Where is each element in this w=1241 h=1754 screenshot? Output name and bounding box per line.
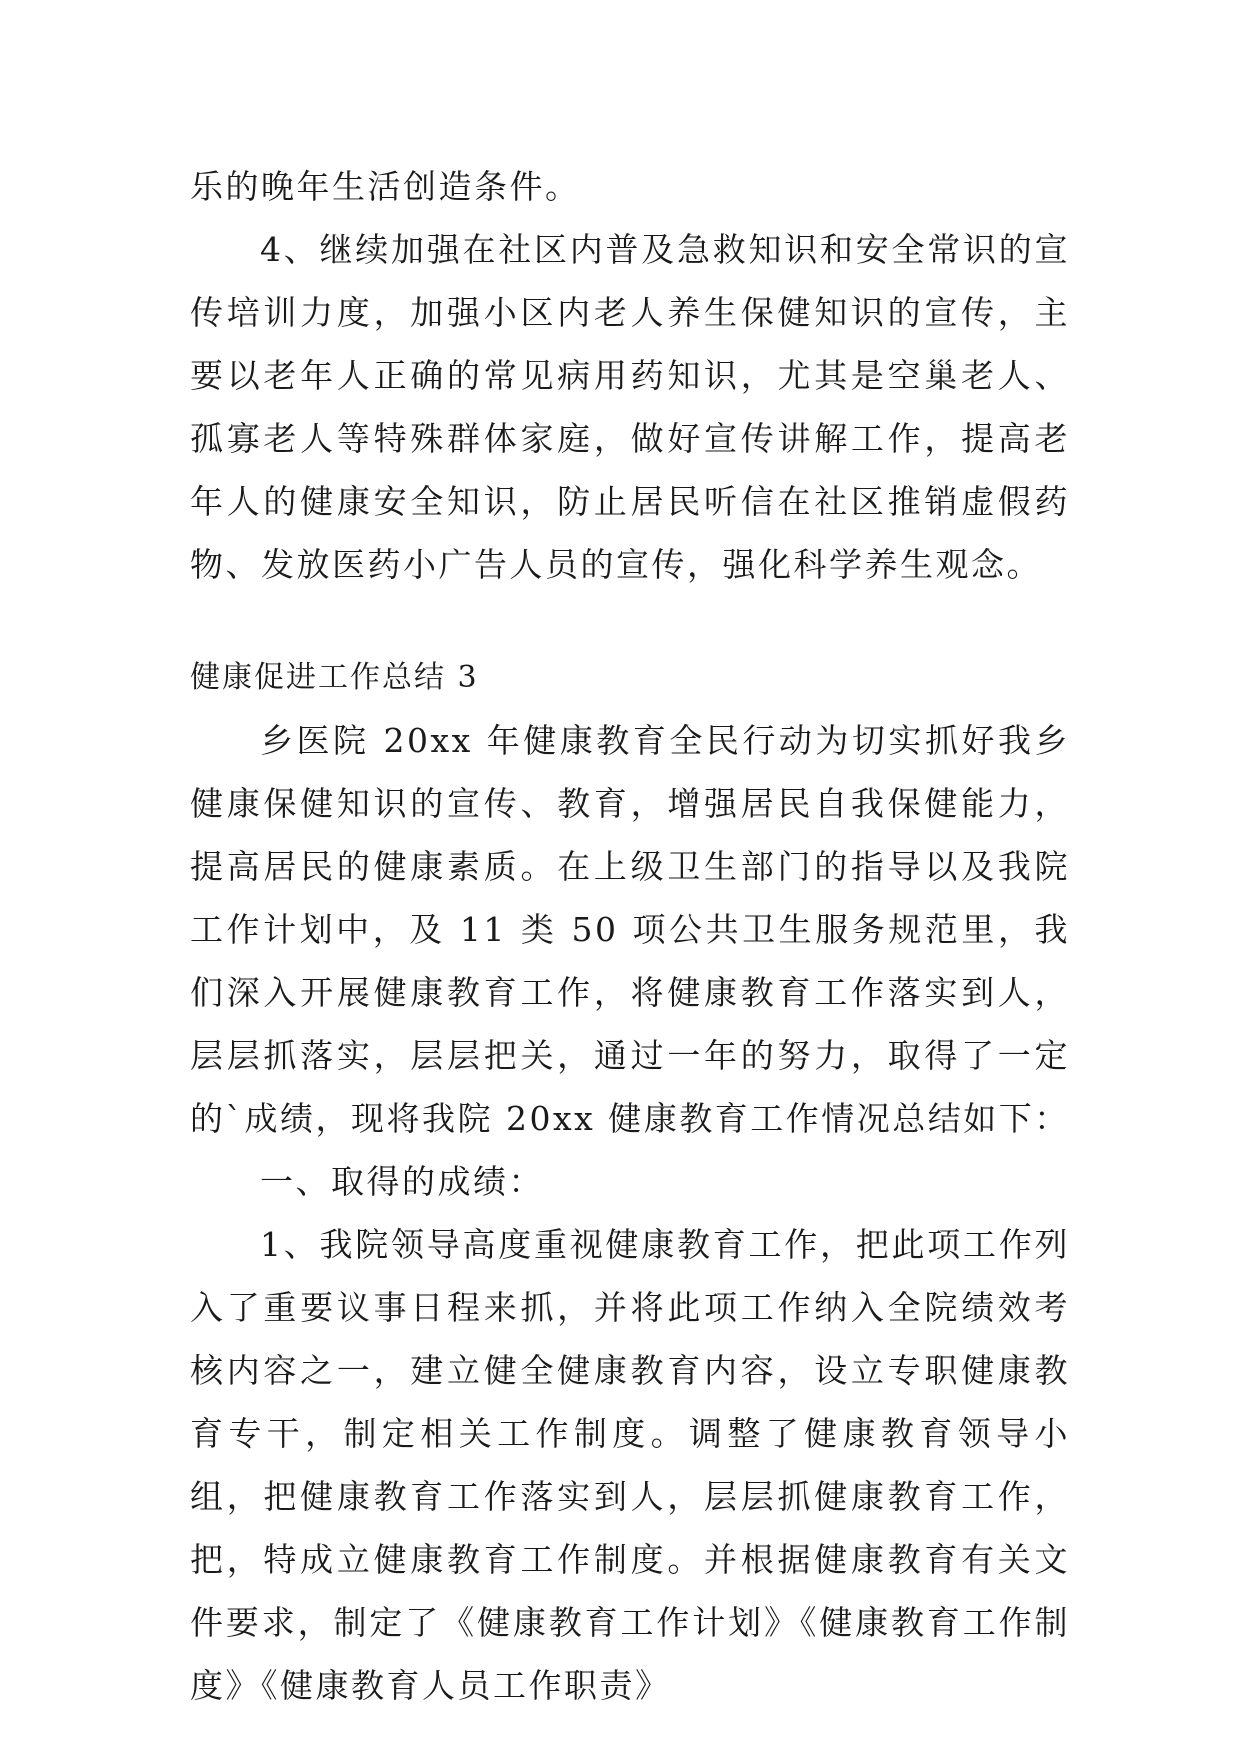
- paragraph-continuation: 乐的晚年生活创造条件。: [190, 167, 581, 206]
- paragraph-item-1: 1、我院领导高度重视健康教育工作，把此项工作列入了重要议事日程来抓，并将此项工作纳入全院绩效考核内容之一，建立健全健康教育内容，设立专职健康教育专干，制定相关工作制度。调整了健康教育领导小组，把健康教育工作落实到人，层层抓健康教育工作，把，特成立健康教育工作制度。并根据健康教育有关文件要求，制定了《健康教育工作计划》《健康教育工作制度》《健康教育人员工作职责》: [190, 1225, 1070, 1705]
- paragraph-intro: 乡医院 20xx 年健康教育全民行动为切实抓好我乡健康保健知识的宣传、教育，增强居民自我保健能力，提高居民的健康素质。在上级卫生部门的指导以及我院工作计划中，及 11 类 50 项公共卫生服务规范里，我们深入开展健康教育工作，将健康教育工作落实到人，层层抓落实，层层把关，通过一年的努力，取得了一定的`成绩，现将我院 20xx 健康教育工作情况总结如下：: [190, 721, 1070, 1138]
- section-title: 健康促进工作总结 3: [190, 660, 479, 695]
- paragraph-subheading: 一、取得的成绩：: [260, 1162, 544, 1201]
- paragraph-item-4: 4、继续加强在社区内普及急救知识和安全常识的宣传培训力度，加强小区内老人养生保健知识的宣传，主要以老年人正确的常见病用药知识，尤其是空巢老人、孤寡老人等特殊群体家庭，做好宣传讲解工作，提高老年人的健康安全知识，防止居民听信在社区推销虚假药物、发放医药小广告人员的宣传，强化科学养生观念。: [190, 230, 1070, 584]
- document-body: [190, 155, 1070, 1717]
